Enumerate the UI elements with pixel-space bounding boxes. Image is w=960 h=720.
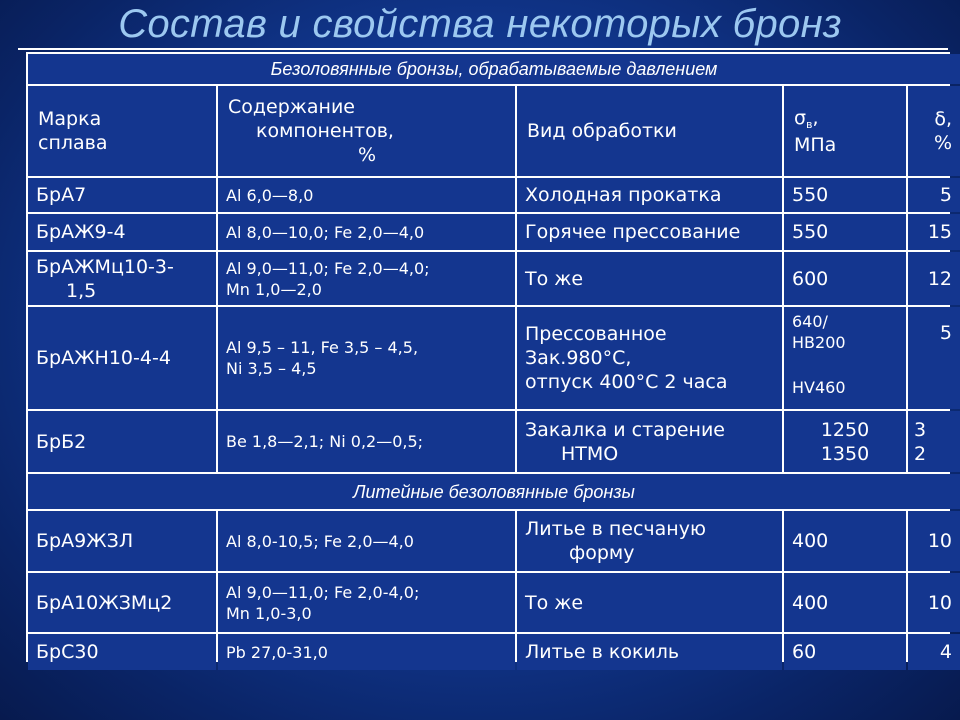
cell-sigma: 600	[784, 252, 906, 305]
cell-sigma: 400	[784, 511, 906, 571]
sigma-symbol: σ	[794, 106, 807, 129]
cell-grade: БрС30	[28, 634, 216, 670]
cell-content: Al 8,0-10,5; Fe 2,0—4,0	[218, 511, 515, 571]
cell-content: Al 8,0—10,0; Fe 2,0—4,0	[218, 214, 515, 250]
cell-sigma	[784, 307, 906, 409]
cell-delta-line1: 3	[914, 418, 927, 441]
cell-content-line1: Al 9,0—11,0; Fe 2,0—4,0;	[226, 258, 430, 278]
cell-content-line1: Al 9,0—11,0; Fe 2,0-4,0;	[226, 582, 420, 602]
header-delta-unit: %	[933, 132, 952, 154]
cell-sigma-line1: 640/	[792, 312, 828, 331]
header-delta-symbol: δ,	[934, 108, 952, 130]
cell-content	[218, 307, 515, 409]
cell-treatment-line2: Зак.980°С,	[525, 347, 632, 369]
cell-content: Be 1,8—2,1; Ni 0,2—0,5;	[218, 411, 515, 472]
page-title: Состав и свойства некоторых бронз	[118, 2, 842, 46]
header-content-line2: компонентов,	[256, 120, 394, 142]
cell-grade-line2: 1,5	[66, 279, 97, 302]
header-grade-line1: Марка	[38, 108, 102, 130]
cell-delta: 10	[908, 573, 960, 632]
cell-treatment-line2: НТМО	[561, 442, 619, 465]
cell-treatment	[517, 411, 782, 472]
cell-content-line1: Al 9,5 – 11, Fe 3,5 – 4,5,	[226, 338, 419, 357]
cell-content: Al 6,0—8,0	[218, 178, 515, 212]
cell-content: Pb 27,0-31,0	[218, 634, 515, 670]
cell-grade: БрБ2	[28, 411, 216, 472]
cell-sigma: 400	[784, 573, 906, 632]
header-treatment: Вид обработки	[517, 86, 782, 176]
cell-delta: 10	[908, 511, 960, 571]
cell-delta	[908, 411, 960, 472]
cell-content-line2: Mn 1,0—2,0	[226, 279, 322, 299]
cell-content-line2: Mn 1,0-3,0	[226, 603, 312, 623]
header-sigma-symbol: $\sigma_в$,	[794, 106, 819, 131]
cell-treatment-line1: Прессованное	[525, 323, 667, 345]
cell-grade	[28, 252, 216, 305]
cell-delta: 12	[908, 252, 960, 305]
cell-grade: БрА9ЖЗЛ	[28, 511, 216, 571]
cell-treatment	[517, 511, 782, 571]
cell-treatment: Горячее прессование	[517, 214, 782, 250]
cell-treatment-line1: Литье в песчаную	[525, 518, 706, 540]
header-content-line3: %	[358, 144, 377, 166]
cell-content-line2: Ni 3,5 – 4,5	[226, 359, 317, 378]
header-sigma-unit: МПа	[794, 133, 837, 156]
header-grade-line2: сплава	[38, 132, 108, 154]
cell-sigma	[784, 411, 906, 472]
cell-sigma: 60	[784, 634, 906, 670]
cell-content	[218, 573, 515, 632]
cell-sigma-line3: НV460	[792, 378, 846, 397]
section-header-cast: Литейные безоловянные бронзы	[28, 474, 960, 509]
cell-delta: 5	[908, 307, 960, 409]
cell-content	[218, 252, 515, 305]
header-delta	[908, 86, 960, 176]
cell-sigma-line1: 1250	[820, 418, 870, 441]
cell-delta: 15	[908, 214, 960, 250]
header-content-line1: Содержание	[228, 96, 355, 118]
cell-delta: 4	[908, 634, 960, 670]
cell-treatment: Холодная прокатка	[517, 178, 782, 212]
cell-sigma-line2: НВ200	[792, 333, 846, 352]
title-underline	[18, 48, 948, 50]
cell-grade: БрА7	[28, 178, 216, 212]
header-grade	[28, 86, 216, 176]
cell-grade: БрАЖ9-4	[28, 214, 216, 250]
sigma-subscript: в	[806, 117, 813, 131]
cell-treatment: То же	[517, 252, 782, 305]
cell-treatment-line1: Закалка и старение	[525, 418, 726, 441]
cell-treatment: Литье в кокиль	[517, 634, 782, 670]
header-sigma	[784, 86, 906, 176]
cell-grade-line1: БрАЖМц10-3-	[36, 255, 174, 278]
cell-treatment-line3: отпуск 400°С 2 часа	[525, 371, 728, 393]
bronze-table	[26, 52, 950, 662]
cell-delta-line2: 2	[914, 442, 927, 465]
cell-treatment: То же	[517, 573, 782, 632]
cell-sigma-line2: 1350	[820, 442, 870, 465]
cell-grade: БрА10ЖЗМц2	[28, 573, 216, 632]
cell-treatment-line2: форму	[569, 542, 635, 564]
cell-delta: 5	[908, 178, 960, 212]
cell-grade: БрАЖН10-4-4	[28, 307, 216, 409]
cell-sigma: 550	[784, 178, 906, 212]
cell-treatment	[517, 307, 782, 409]
section-header-wrought: Безоловянные бронзы, обрабатываемые давлением	[28, 54, 960, 84]
header-content	[218, 86, 515, 176]
cell-sigma: 550	[784, 214, 906, 250]
